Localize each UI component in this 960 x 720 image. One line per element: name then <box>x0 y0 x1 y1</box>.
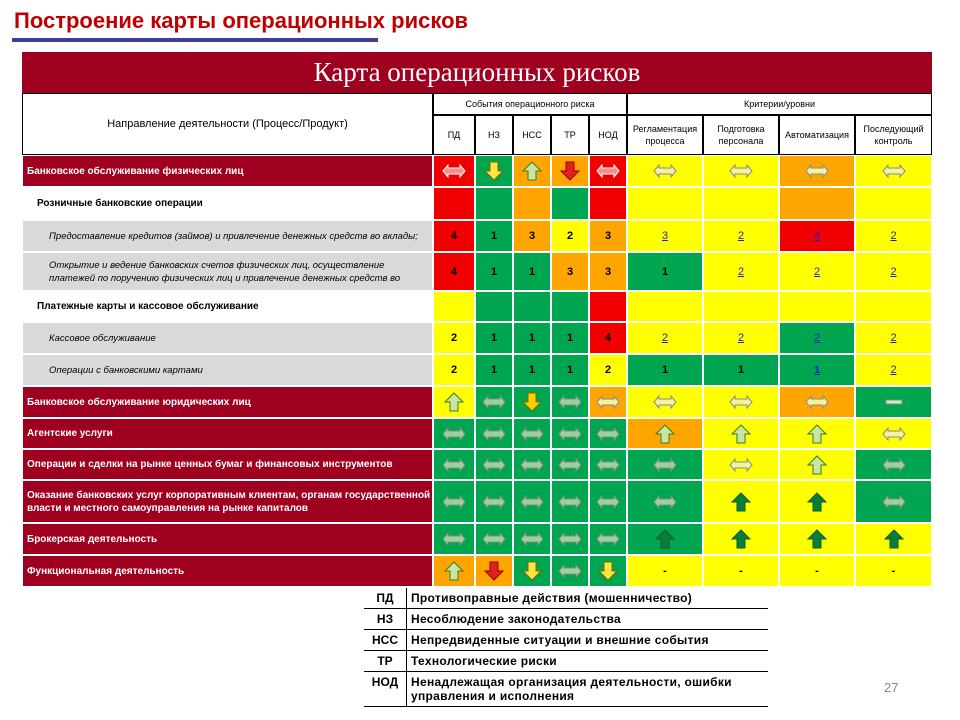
risk-cell <box>551 449 589 480</box>
cell-value[interactable]: 2 <box>813 332 821 344</box>
risk-cell <box>433 155 475 187</box>
cell-value: 1 <box>661 364 669 376</box>
risk-cell <box>779 418 855 449</box>
down-arrow-icon <box>520 392 544 412</box>
left-right-arrow-icon <box>482 424 506 444</box>
cell-value: 1 <box>528 332 536 344</box>
risk-cell <box>513 449 551 480</box>
cell-value: 4 <box>604 332 612 344</box>
risk-cell <box>855 386 932 418</box>
risk-cell <box>433 220 475 252</box>
column-header: Регламентация процесса <box>627 115 703 155</box>
risk-cell <box>779 187 855 220</box>
risk-cell <box>475 555 513 587</box>
left-right-arrow-icon <box>520 424 544 444</box>
risk-cell <box>779 555 855 587</box>
risk-cell <box>703 386 779 418</box>
down-arrow-icon <box>482 561 506 581</box>
up-arrow-icon <box>805 529 829 549</box>
cell-value: 1 <box>490 332 498 344</box>
risk-cell <box>513 523 551 555</box>
risk-cell <box>627 220 703 252</box>
risk-cell <box>475 291 513 322</box>
risk-cell <box>589 220 627 252</box>
risk-cell <box>551 480 589 523</box>
left-right-arrow-icon <box>882 161 906 181</box>
cell-value: - <box>739 565 743 577</box>
page-number: 27 <box>884 680 899 695</box>
up-arrow-icon <box>882 529 906 549</box>
legend-row <box>364 651 768 672</box>
risk-cell <box>779 322 855 354</box>
legend <box>364 588 768 707</box>
risk-cell <box>855 322 932 354</box>
risk-cell <box>855 291 932 322</box>
risk-cell <box>475 155 513 187</box>
row-label: Операции и сделки на рынке ценных бумаг и финансовых инструментов <box>22 449 433 480</box>
risk-cell <box>779 155 855 187</box>
left-right-arrow-icon <box>882 492 906 512</box>
risk-cell <box>433 291 475 322</box>
row-label: Кассовое обслуживание <box>22 322 433 354</box>
cell-value[interactable]: 2 <box>890 230 897 242</box>
left-right-arrow-icon <box>558 492 582 512</box>
risk-cell <box>627 155 703 187</box>
risk-cell <box>703 555 779 587</box>
risk-cell <box>779 220 855 252</box>
cell-value[interactable]: 2 <box>661 332 669 344</box>
left-right-arrow-icon <box>482 392 506 412</box>
row-label: Агентские услуги <box>22 418 433 449</box>
cell-value: 1 <box>490 364 498 376</box>
cell-value: 4 <box>450 265 458 278</box>
cell-value: 2 <box>450 364 458 376</box>
cell-value[interactable]: 2 <box>737 332 745 344</box>
risk-cell <box>433 480 475 523</box>
risk-cell <box>589 187 627 220</box>
legend-row <box>364 672 768 707</box>
slide-title: Построение карты операционных рисков <box>14 8 469 33</box>
cell-value[interactable]: 2 <box>890 265 897 278</box>
column-header: НЗ <box>475 115 513 155</box>
dash-icon <box>882 392 906 412</box>
risk-cell <box>551 252 589 291</box>
cell-value: 1 <box>490 230 498 242</box>
risk-cell <box>433 449 475 480</box>
risk-cell <box>855 418 932 449</box>
risk-cell <box>513 252 551 291</box>
risk-cell <box>703 354 779 386</box>
risk-cell <box>551 187 589 220</box>
cell-value[interactable]: 3 <box>661 230 669 242</box>
risk-cell <box>475 187 513 220</box>
up-arrow-icon <box>520 161 544 181</box>
column-header: ТР <box>551 115 589 155</box>
risk-cell <box>589 252 627 291</box>
left-right-arrow-icon <box>442 455 466 475</box>
legend-code: НЗ <box>364 609 407 629</box>
risk-cell <box>551 322 589 354</box>
risk-cell <box>589 523 627 555</box>
risk-cell <box>779 523 855 555</box>
cell-value: 1 <box>528 364 536 376</box>
risk-cell <box>779 449 855 480</box>
left-right-arrow-icon <box>558 561 582 581</box>
risk-cell <box>703 322 779 354</box>
cell-value[interactable]: 2 <box>737 230 745 242</box>
cell-value: 4 <box>450 230 458 242</box>
down-arrow-icon <box>558 161 582 181</box>
risk-cell <box>703 449 779 480</box>
column-header: НСС <box>513 115 551 155</box>
left-right-arrow-icon <box>653 455 677 475</box>
row-label: Функциональная деятельность <box>22 555 433 587</box>
left-right-arrow-icon <box>729 455 753 475</box>
down-arrow-icon <box>596 561 620 581</box>
cell-value[interactable]: 4 <box>813 230 821 242</box>
risk-cell <box>627 291 703 322</box>
risk-cell <box>475 480 513 523</box>
left-right-arrow-icon <box>558 529 582 549</box>
risk-cell <box>627 418 703 449</box>
cell-value[interactable]: 1 <box>813 364 821 376</box>
risk-cell <box>551 220 589 252</box>
risk-cell <box>703 155 779 187</box>
row-label: Банковское обслуживание юридических лиц <box>22 386 433 418</box>
risk-cell <box>855 252 932 291</box>
row-label: Розничные банковские операции <box>22 187 433 220</box>
risk-cell <box>589 386 627 418</box>
legend-text: Несоблюдение законодательства <box>411 612 621 626</box>
legend-row <box>364 609 768 630</box>
left-right-arrow-icon <box>596 161 620 181</box>
row-label: Операции с банковскими картами <box>22 354 433 386</box>
left-right-arrow-icon <box>596 424 620 444</box>
risk-cell <box>513 220 551 252</box>
risk-cell <box>475 322 513 354</box>
left-right-arrow-icon <box>596 492 620 512</box>
cell-value[interactable]: 2 <box>890 364 897 376</box>
risk-cell <box>475 418 513 449</box>
cell-value: - <box>891 565 896 577</box>
left-right-arrow-icon <box>442 161 466 181</box>
legend-code: НСС <box>364 630 407 650</box>
risk-cell <box>627 449 703 480</box>
risk-cell <box>513 354 551 386</box>
risk-cell <box>703 187 779 220</box>
cell-value[interactable]: 2 <box>737 265 745 278</box>
left-right-arrow-icon <box>596 392 620 412</box>
risk-cell <box>627 187 703 220</box>
up-arrow-icon <box>653 529 677 549</box>
risk-cell <box>627 386 703 418</box>
row-label: Брокерская деятельность <box>22 523 433 555</box>
up-arrow-icon <box>729 492 753 512</box>
up-arrow-icon <box>442 561 466 581</box>
risk-cell <box>589 291 627 322</box>
left-right-arrow-icon <box>482 529 506 549</box>
left-right-arrow-icon <box>558 455 582 475</box>
left-right-arrow-icon <box>482 455 506 475</box>
legend-code: НОД <box>364 672 407 706</box>
up-arrow-icon <box>442 392 466 412</box>
left-right-arrow-icon <box>729 392 753 412</box>
risk-cell <box>627 523 703 555</box>
row-label: Банковское обслуживание физических лиц <box>22 155 433 187</box>
risk-cell <box>433 555 475 587</box>
risk-cell <box>627 354 703 386</box>
risk-cell <box>855 523 932 555</box>
left-right-arrow-icon <box>653 161 677 181</box>
risk-cell <box>513 322 551 354</box>
risk-cell <box>779 386 855 418</box>
risk-cell <box>855 480 932 523</box>
risk-cell <box>475 220 513 252</box>
cell-value: 1 <box>737 364 745 376</box>
column-header: Автоматизация <box>779 115 855 155</box>
risk-cell <box>589 449 627 480</box>
left-right-arrow-icon <box>482 492 506 512</box>
row-label: Оказание банковских услуг корпоративным клиентам, органам государственной власти и местного самоуправления на рынке капиталов <box>22 480 433 523</box>
left-right-arrow-icon <box>520 455 544 475</box>
risk-cell <box>627 252 703 291</box>
up-arrow-icon <box>729 529 753 549</box>
legend-text: Непредвиденные ситуации и внешние события <box>411 633 709 647</box>
header-direction: Направление деятельности (Процесс/Продукт) <box>22 93 433 155</box>
cell-value: 1 <box>661 265 669 278</box>
risk-cell <box>589 322 627 354</box>
cell-value: 2 <box>604 364 612 376</box>
risk-cell <box>433 354 475 386</box>
risk-cell <box>703 220 779 252</box>
risk-cell <box>513 291 551 322</box>
risk-cell <box>513 386 551 418</box>
row-label: Предоставление кредитов (займов) и привлечение денежных средств во вклады; <box>22 220 433 252</box>
down-arrow-icon <box>520 561 544 581</box>
cell-value: 2 <box>450 332 458 344</box>
risk-cell <box>589 354 627 386</box>
header-events: События операционного риска <box>433 93 627 115</box>
left-right-arrow-icon <box>882 455 906 475</box>
risk-cell <box>855 155 932 187</box>
left-right-arrow-icon <box>729 161 753 181</box>
risk-cell <box>703 523 779 555</box>
risk-cell <box>551 386 589 418</box>
column-header: Подготовка персонала <box>703 115 779 155</box>
legend-text: Противоправные действия (мошенничество) <box>411 591 693 605</box>
cell-value: - <box>815 565 819 577</box>
risk-cell <box>855 449 932 480</box>
risk-cell <box>589 555 627 587</box>
column-header: Последующий контроль <box>855 115 932 155</box>
left-right-arrow-icon <box>558 392 582 412</box>
cell-value: 2 <box>566 230 574 242</box>
down-arrow-icon <box>482 161 506 181</box>
left-right-arrow-icon <box>882 424 906 444</box>
risk-cell <box>589 155 627 187</box>
cell-value: 1 <box>528 265 536 278</box>
up-arrow-icon <box>805 492 829 512</box>
left-right-arrow-icon <box>442 492 466 512</box>
risk-cell <box>855 220 932 252</box>
cell-value[interactable]: 2 <box>890 332 897 344</box>
left-right-arrow-icon <box>558 424 582 444</box>
cell-value[interactable]: 2 <box>813 265 821 278</box>
risk-cell <box>433 418 475 449</box>
risk-cell <box>513 155 551 187</box>
risk-cell <box>627 322 703 354</box>
risk-cell <box>703 252 779 291</box>
risk-cell <box>703 291 779 322</box>
risk-cell <box>475 354 513 386</box>
cell-value: 3 <box>604 230 612 242</box>
left-right-arrow-icon <box>520 492 544 512</box>
legend-code: ТР <box>364 651 407 671</box>
up-arrow-icon <box>729 424 753 444</box>
left-right-arrow-icon <box>596 455 620 475</box>
risk-cell <box>433 252 475 291</box>
risk-cell <box>475 523 513 555</box>
risk-cell <box>779 354 855 386</box>
risk-cell <box>703 418 779 449</box>
risk-cell <box>779 252 855 291</box>
row-label: Платежные карты и кассовое обслуживание <box>22 291 433 322</box>
risk-cell <box>779 291 855 322</box>
header-criteria: Критерии/уровни <box>627 93 932 115</box>
risk-cell <box>551 354 589 386</box>
legend-row <box>364 588 768 609</box>
risk-cell <box>779 480 855 523</box>
risk-cell <box>589 418 627 449</box>
risk-cell <box>475 252 513 291</box>
cell-value: 1 <box>566 364 574 376</box>
left-right-arrow-icon <box>442 424 466 444</box>
risk-cell <box>513 187 551 220</box>
risk-cell <box>855 354 932 386</box>
column-header: НОД <box>589 115 627 155</box>
risk-cell <box>513 418 551 449</box>
cell-value: 1 <box>566 332 574 344</box>
risk-cell <box>433 322 475 354</box>
left-right-arrow-icon <box>442 529 466 549</box>
left-right-arrow-icon <box>805 392 829 412</box>
risk-cell <box>513 480 551 523</box>
column-header: ПД <box>433 115 475 155</box>
risk-cell <box>433 187 475 220</box>
risk-cell <box>513 555 551 587</box>
legend-row <box>364 630 768 651</box>
cell-value: - <box>663 565 667 577</box>
legend-code: ПД <box>364 588 407 608</box>
left-right-arrow-icon <box>520 529 544 549</box>
risk-cell <box>627 555 703 587</box>
cell-value: 3 <box>566 265 574 278</box>
risk-cell <box>551 523 589 555</box>
risk-cell <box>703 480 779 523</box>
cell-value: 3 <box>528 230 536 242</box>
cell-value: 3 <box>604 265 612 278</box>
up-arrow-icon <box>805 424 829 444</box>
up-arrow-icon <box>653 424 677 444</box>
left-right-arrow-icon <box>596 529 620 549</box>
risk-cell <box>589 480 627 523</box>
risk-cell <box>551 418 589 449</box>
legend-text: Технологические риски <box>411 654 557 668</box>
risk-cell <box>855 555 932 587</box>
risk-cell <box>475 449 513 480</box>
risk-cell <box>855 187 932 220</box>
left-right-arrow-icon <box>653 392 677 412</box>
risk-cell <box>433 386 475 418</box>
table-banner: Карта операционных рисков <box>22 52 932 93</box>
up-arrow-icon <box>805 455 829 475</box>
risk-cell <box>433 523 475 555</box>
legend-text: Ненадлежащая организация деятельности, ошибки управления и исполнения <box>411 675 732 703</box>
cell-value: 1 <box>490 265 498 278</box>
risk-cell <box>627 480 703 523</box>
risk-cell <box>551 155 589 187</box>
row-label: Открытие и ведение банковских счетов физических лиц, осуществление платежей по поручению физических лиц и привлечение денежных средств во <box>22 252 433 291</box>
risk-cell <box>475 386 513 418</box>
left-right-arrow-icon <box>653 492 677 512</box>
risk-cell <box>551 291 589 322</box>
left-right-arrow-icon <box>805 161 829 181</box>
risk-cell <box>551 555 589 587</box>
